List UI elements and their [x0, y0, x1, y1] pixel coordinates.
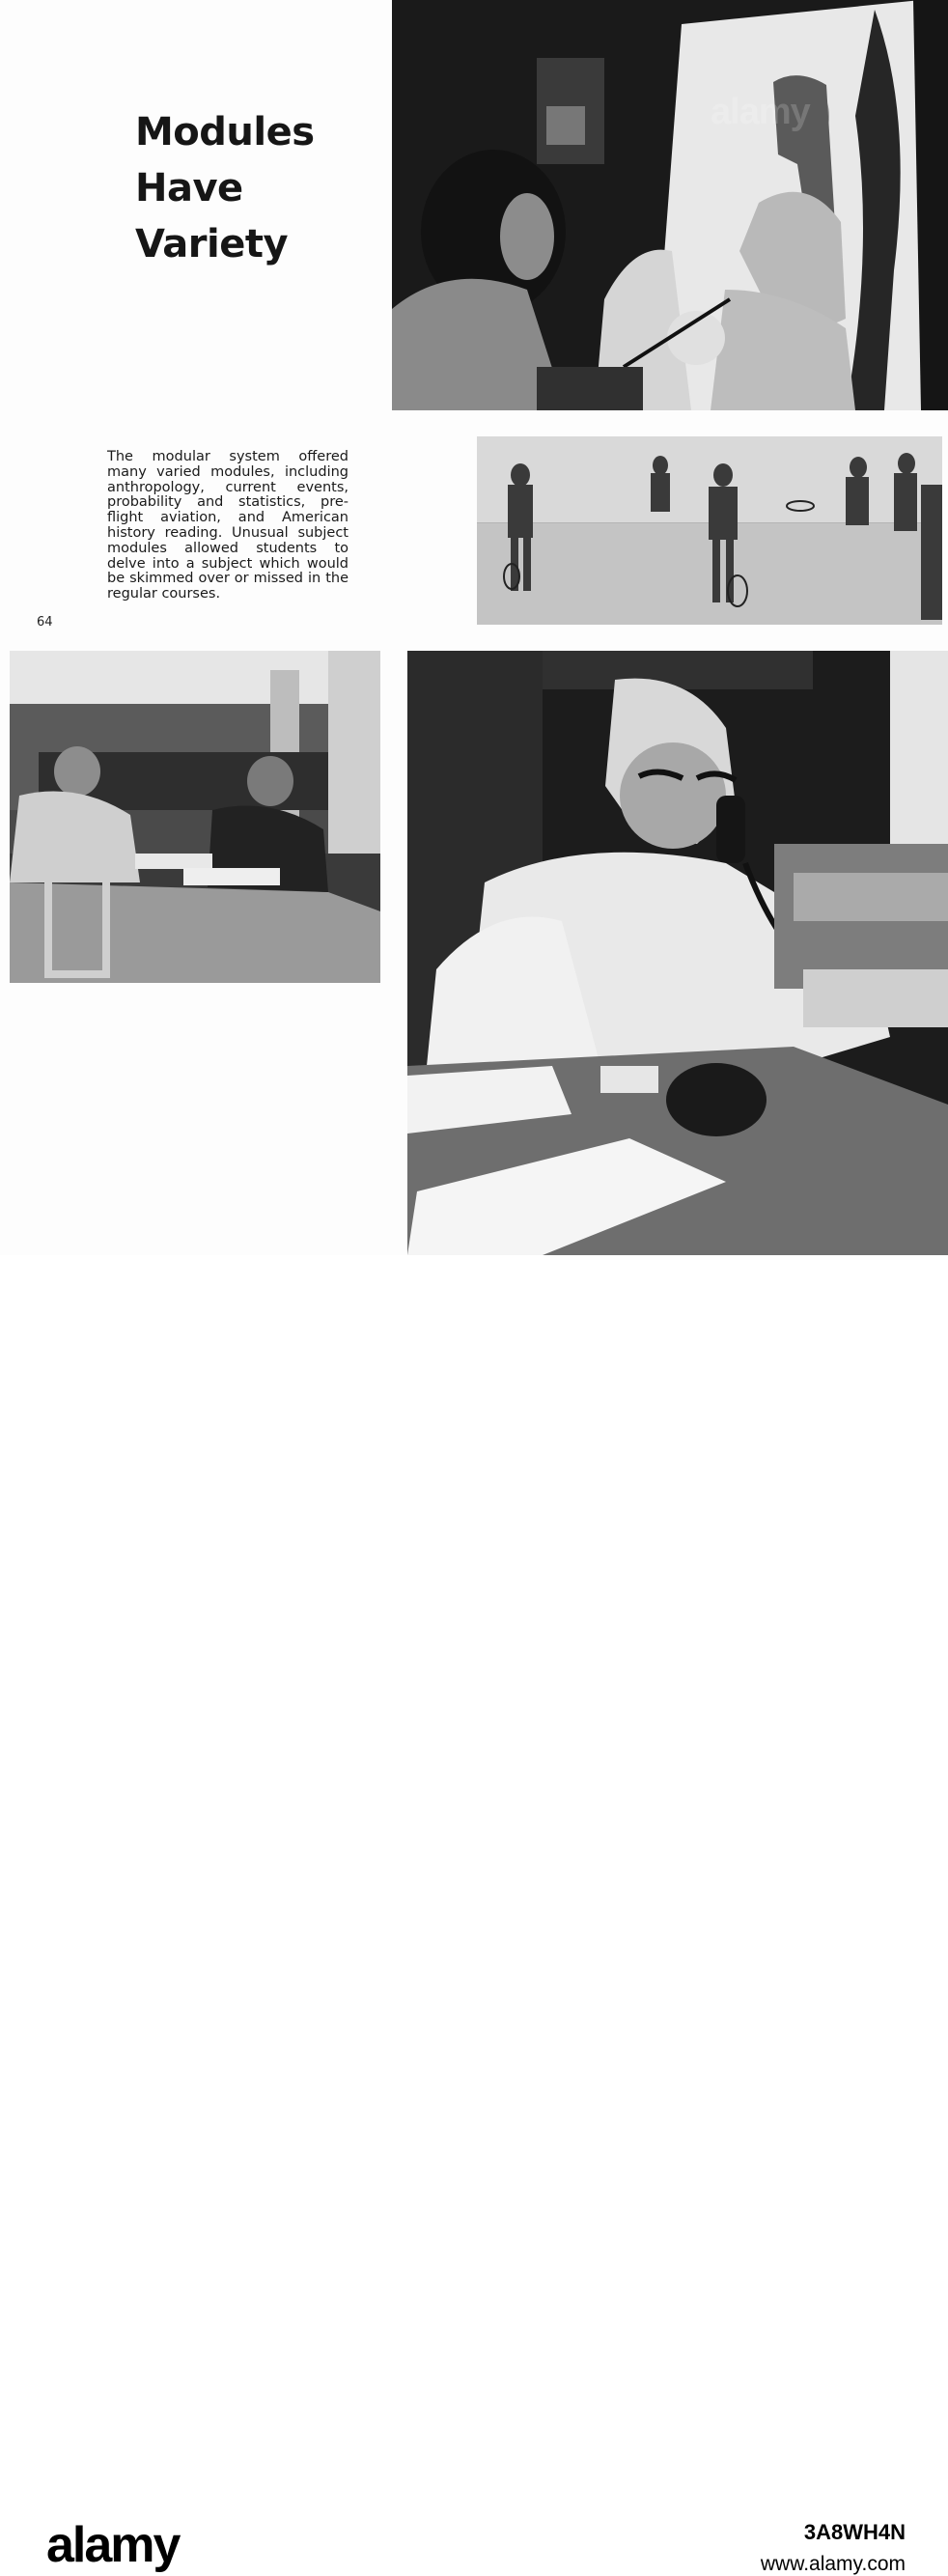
- page-title: [135, 104, 315, 272]
- brand-logo: alamy: [46, 2517, 180, 2573]
- title-line-1: Modules: [135, 110, 315, 154]
- photo-tennis-gym: [477, 436, 942, 625]
- yearbook-page: [0, 0, 948, 1255]
- site-url: www.alamy.com: [760, 2553, 906, 2575]
- body-paragraph: The modular system offered many varied modules, including anthropology, current events, probability and statistics, pre-flight aviation, and American history reading. Unusual subject modules allowed students to delve into a subject which would be skimmed over or missed in the regular courses.: [107, 449, 349, 602]
- image-id: 3A8WH4N: [803, 2520, 906, 2544]
- title-line-3: Variety: [135, 222, 289, 266]
- title-line-2: Have: [135, 166, 243, 210]
- photo-library-study: [10, 651, 380, 983]
- stock-footer: [0, 1255, 948, 2575]
- photo-painting-student: [392, 0, 948, 410]
- photo-telephone-typewriter: [407, 651, 948, 1255]
- page-number: 64: [37, 615, 53, 630]
